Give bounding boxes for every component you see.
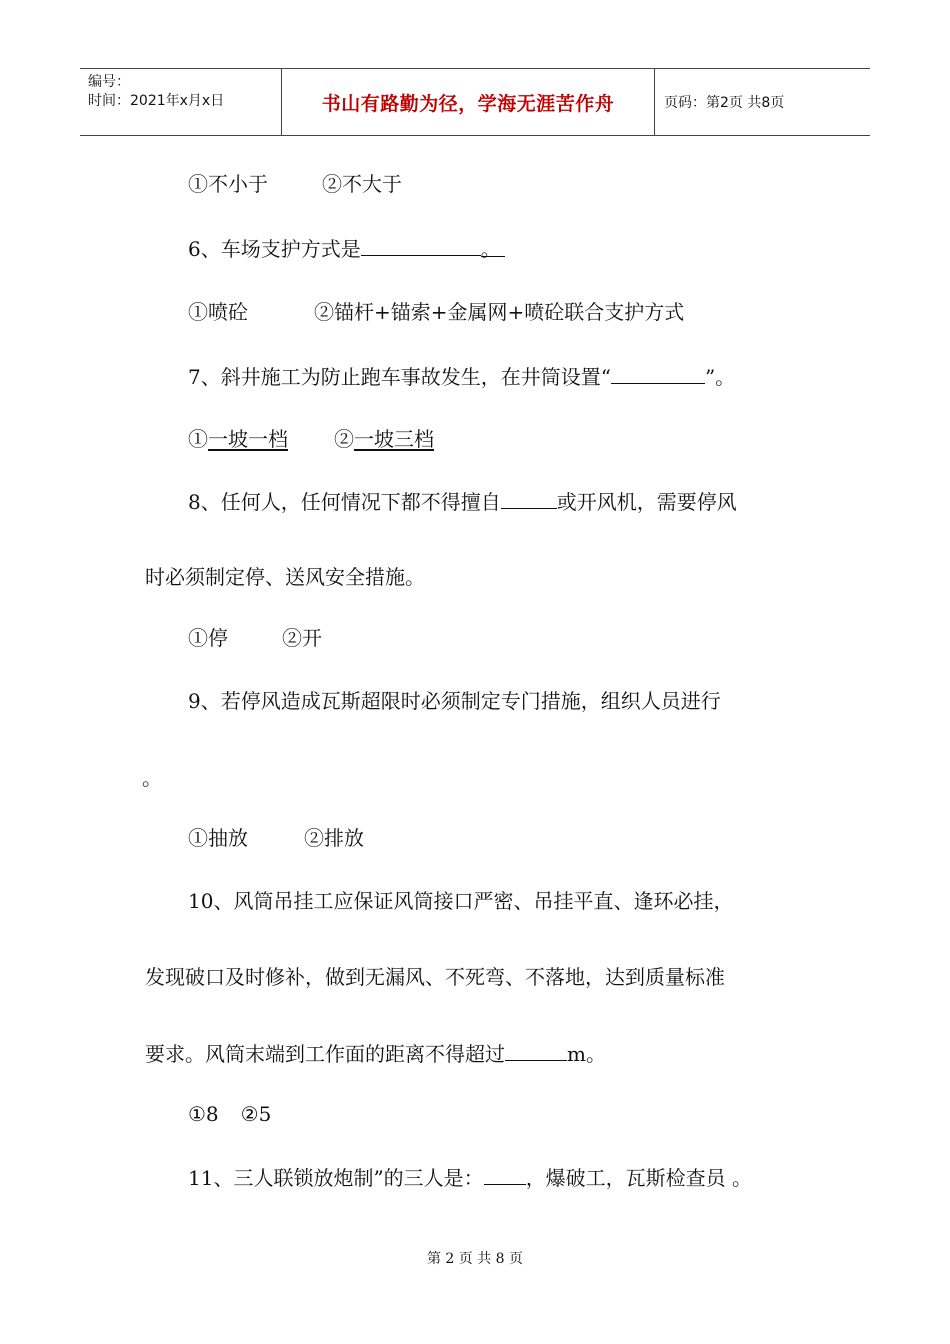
q9-line-2: 。 bbox=[142, 766, 162, 790]
q6-text: 6、车场支护方式是 bbox=[188, 237, 361, 261]
q9-option-2: ②排放 bbox=[304, 826, 364, 850]
q8-options bbox=[188, 626, 322, 650]
q6-option-2: ②锚杆+锚索+金属网+喷砼联合支护方式 bbox=[314, 300, 685, 324]
q7-options bbox=[188, 427, 434, 451]
q6-blank bbox=[361, 236, 481, 256]
header-page-info: 页码：第2页 共8页 bbox=[664, 95, 785, 111]
q10-line-2: 发现破口及时修补，做到无漏风、不死弯、不落地，达到质量标准 bbox=[145, 965, 725, 989]
q10-option-2: ②5 bbox=[240, 1102, 272, 1126]
q5-option-1: ①不小于 bbox=[188, 172, 268, 196]
q6-end: 。 bbox=[481, 237, 505, 257]
q10-line-1: 10、风筒吊挂工应保证风筒接口严密、吊挂平直、逢环必挂， bbox=[188, 889, 734, 913]
document-number-label: 编号： bbox=[88, 74, 130, 90]
q9-option-1: ①抽放 bbox=[188, 826, 248, 850]
question-11 bbox=[188, 1165, 752, 1190]
q11-text-b: ，爆破工，瓦斯检查员 。 bbox=[525, 1166, 753, 1190]
q8-text-b: 或开风机，需要停风 bbox=[556, 490, 737, 514]
header-motto: 书山有路勤为径，学海无涯苦作舟 bbox=[281, 69, 655, 135]
q7-text: 7、斜井施工为防止跑车事故发生，在井筒设置“ bbox=[188, 365, 611, 389]
q7-end: ”。 bbox=[704, 365, 736, 389]
question-7 bbox=[188, 364, 735, 389]
q10-text-a: 要求。风筒末端到工作面的距离不得超过 bbox=[145, 1042, 505, 1066]
header-meta bbox=[80, 69, 281, 135]
q7-option-2-text: 一坡三档 bbox=[354, 427, 434, 451]
document-date-label: 时间：2021年x月x日 bbox=[88, 93, 225, 109]
q5-option-2: ②不大于 bbox=[322, 172, 402, 196]
q8-text-a: 8、任何人，任何情况下都不得擅自 bbox=[188, 490, 501, 514]
q9-text: 9、若停风造成瓦斯超限时必须制定专门措施，组织人员进行 bbox=[188, 689, 721, 713]
q8-blank bbox=[501, 489, 557, 509]
q7-option-1-num: ① bbox=[188, 427, 208, 451]
q10-option-1: ①8 bbox=[188, 1102, 219, 1126]
page-header bbox=[80, 68, 870, 136]
question-9 bbox=[188, 689, 721, 713]
q11-text-a: 11、三人联锁放炮制”的三人是： bbox=[188, 1166, 484, 1190]
q10-blank bbox=[505, 1041, 567, 1061]
page-footer: 第 2 页 共 8 页 bbox=[426, 1251, 524, 1267]
q7-option-2-num: ② bbox=[334, 427, 354, 451]
q7-option-1-text: 一坡一档 bbox=[208, 427, 288, 451]
q8-option-2: ②开 bbox=[282, 626, 322, 650]
q8-line-2: 时必须制定停、送风安全措施。 bbox=[145, 565, 425, 589]
q10-line-3 bbox=[145, 1041, 606, 1066]
q8-option-1: ①停 bbox=[188, 626, 228, 650]
q9-options bbox=[188, 826, 364, 850]
q5-options bbox=[188, 172, 402, 196]
question-6 bbox=[188, 236, 505, 261]
q11-blank bbox=[484, 1165, 526, 1185]
q10-text-b: m。 bbox=[567, 1042, 606, 1066]
question-8 bbox=[188, 489, 737, 514]
q6-option-1: ①喷砼 bbox=[188, 300, 248, 324]
q7-blank bbox=[611, 364, 705, 384]
q6-options bbox=[188, 300, 684, 324]
q10-options bbox=[188, 1102, 271, 1126]
